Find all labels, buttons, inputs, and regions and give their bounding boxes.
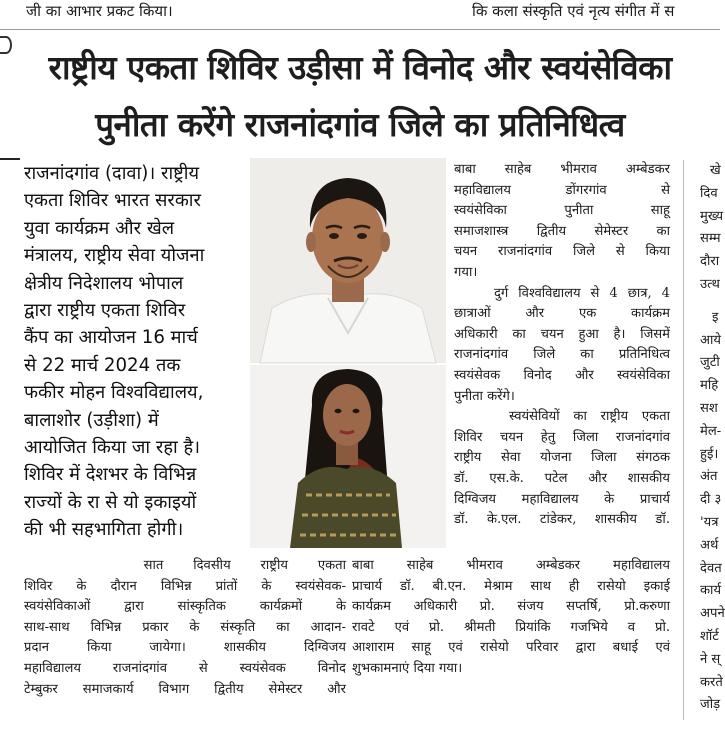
body-line: बाबा साहेब भीमराव अम्बेडकर bbox=[454, 162, 670, 177]
body-line: टेम्बुकर समाजकार्य विभाग द्वितीय सेमेस्टर और bbox=[24, 681, 346, 697]
body-line: रावटे एवं प्रो. श्रीमती प्रियांकि गजभिये व प्रो. bbox=[352, 619, 670, 635]
body-line: राजनांदगांव जिले का प्रतिनिधित्व bbox=[454, 347, 670, 363]
fragment-line: 'यत्र bbox=[700, 514, 719, 530]
fragment-line: सश bbox=[700, 400, 718, 416]
page-hole-mark bbox=[0, 36, 12, 54]
top-divider bbox=[0, 29, 720, 30]
body-line: स्वयंसेवियों का राष्ट्रीय एकता bbox=[454, 409, 670, 425]
fragment-line: इ bbox=[712, 309, 719, 325]
fragment-line: दौरा bbox=[700, 254, 720, 270]
body-line: चयन राजनांदगांव जिले से किया bbox=[454, 244, 670, 260]
portrait-female-illustration bbox=[250, 365, 446, 548]
lead-marker-rule bbox=[0, 158, 20, 160]
body-line: महाविद्यालय राजनांदगांव से स्वयंसेवक विनोद bbox=[24, 660, 346, 676]
body-line: छात्राओं और एक कार्यक्रम bbox=[454, 306, 670, 322]
lead-line: फकीर मोहन विश्वविद्यालय, bbox=[24, 382, 204, 404]
body-line: गया। bbox=[454, 264, 478, 280]
body-line: स्वयंसेविकाओं द्वारा सांस्कृतिक कार्यक्रमों के bbox=[24, 599, 346, 615]
lead-line: एकता शिविर भारत सरकार bbox=[24, 190, 201, 212]
body-line: साथ-साथ विभिन्न प्रकार के संस्कृति का आदान- bbox=[24, 619, 346, 635]
body-line: समाजशास्त्र द्वितीय सेमेस्टर का bbox=[454, 223, 670, 239]
lead-line: राज्यों के रा से यो इकाइयों bbox=[24, 491, 197, 513]
fragment-line: अंत bbox=[700, 469, 718, 485]
fragment-line bbox=[700, 297, 720, 307]
body-line: शुभकामनाएं दिया गया। bbox=[352, 660, 463, 676]
body-line: शिविर चयन हेतु जिला राजनांदगांव bbox=[454, 429, 670, 445]
next-article-fragment: कि कला संस्कृति एवं नृत्य संगीत में स bbox=[472, 2, 675, 20]
body-paragraph-left bbox=[24, 556, 346, 700]
lead-line: शिविर में देशभर के विभिन्न bbox=[24, 464, 197, 486]
fragment-line: हुई। bbox=[700, 446, 719, 462]
fragment-line: ने स् bbox=[700, 651, 721, 667]
body-column-middle bbox=[454, 160, 670, 531]
lead-line: राजनांदगांव (दावा)। राष्ट्रीय bbox=[24, 163, 200, 184]
photo-volunteer-vinod bbox=[250, 158, 446, 363]
lead-line: आयोजित किया जा रहा है। bbox=[24, 437, 201, 459]
body-line: सात दिवसीय राष्ट्रीय एकता bbox=[24, 558, 346, 573]
headline-line-2: पुनीता करेंगे राजनांदगांव जिले का प्रतिनिधित्व bbox=[95, 105, 625, 144]
body-line: पुनीता करेंगे। bbox=[454, 388, 515, 404]
lead-line: मंत्रालय, राष्ट्रीय सेवा योजना bbox=[24, 245, 205, 267]
lead-line: क्षेत्रीय निदेशालय भोपाल bbox=[24, 272, 184, 294]
body-line: डॉ. के.एल. टांडेकर, शासकीय डॉ. bbox=[454, 512, 670, 528]
body-line: प्रदान किया जायेगा। शासकीय दिग्विजय bbox=[24, 640, 346, 656]
fragment-line: आये bbox=[700, 332, 721, 348]
fragment-line: महि bbox=[700, 378, 719, 394]
body-line: आशाराम साहू एवं रासेयो परिवार द्वारा बधाई एवं bbox=[352, 640, 670, 656]
fragment-line: मेल- bbox=[700, 423, 722, 439]
body-line: कार्यक्रम अधिकारी प्रो. संजय सप्तर्षि, प्रो.करुणा bbox=[352, 599, 670, 615]
fragment-line: अर्थ bbox=[700, 537, 719, 553]
fragment-line: करते bbox=[700, 674, 723, 690]
fragment-line: खे bbox=[710, 163, 721, 178]
body-line: दुर्ग विश्वविद्यालय से 4 छात्र, 4 bbox=[454, 285, 670, 301]
lead-line: युवा कार्यक्रम और खेल bbox=[24, 217, 175, 239]
lead-line: से 22 मार्च 2024 तक bbox=[24, 354, 181, 376]
prev-article-fragment: जी का आभार प्रकट किया। bbox=[26, 2, 173, 20]
lead-line: की भी सहभागिता होगी। bbox=[24, 519, 184, 541]
body-line: बाबा साहेब भीमराव अम्बेडकर महाविद्यालय bbox=[352, 558, 670, 573]
fragment-line: उत्थ bbox=[700, 276, 720, 292]
body-line: अधिकारी का चयन हुआ है। जिसमें bbox=[454, 326, 670, 342]
fragment-line: दिव bbox=[700, 185, 718, 201]
headline-line-1: राष्ट्रीय एकता शिविर उड़ीसा में विनोद और स्वयंसेविका bbox=[48, 48, 672, 87]
body-paragraph-bottom bbox=[352, 556, 670, 680]
fragment-line: शॉर्ट bbox=[700, 628, 719, 644]
fragment-line: जुटी bbox=[700, 355, 720, 371]
body-line: शिविर के दौरान विभिन्न प्रांतों के स्वयंसेवक- bbox=[24, 578, 346, 594]
body-line: स्वयंसेविका पुनीता साहू bbox=[454, 203, 670, 219]
adjacent-article-fragment bbox=[700, 160, 725, 717]
fragment-line: दी ३ bbox=[700, 492, 722, 508]
lead-line: द्वारा राष्ट्रीय एकता शिविर bbox=[24, 300, 186, 322]
body-line: दिग्विजय महाविद्यालय के प्राचार्य bbox=[454, 491, 670, 507]
lead-paragraph bbox=[24, 160, 246, 544]
lead-line: कैंप का आयोजन 16 मार्च bbox=[24, 327, 198, 349]
body-line: स्वयंसेवक विनोद और स्वयंसेविका bbox=[454, 367, 670, 383]
fragment-line: सम्म bbox=[700, 231, 721, 247]
body-line: डॉ. एस.के. पटेल और शासकीय bbox=[454, 470, 670, 486]
column-divider bbox=[683, 160, 684, 720]
portrait-male-illustration bbox=[250, 158, 446, 363]
fragment-line: मुख्य bbox=[700, 208, 724, 224]
lead-line: बालाशोर (उड़ीशा) में bbox=[24, 409, 159, 431]
photo-volunteer-punita bbox=[250, 365, 446, 548]
body-line: महाविद्यालय डोंगरगांव से bbox=[454, 182, 670, 198]
fragment-line: कार्य bbox=[700, 583, 722, 599]
fragment-line: अपने bbox=[700, 606, 725, 622]
fragment-line: जोड़ bbox=[700, 697, 721, 713]
body-line: राष्ट्रीय सेवा योजना जिला संगठक bbox=[454, 450, 670, 466]
body-line: प्राचार्य डॉ. बी.एन. मेश्राम साथ ही रासेयो इकाई bbox=[352, 578, 670, 594]
fragment-line: देवत bbox=[700, 560, 722, 576]
